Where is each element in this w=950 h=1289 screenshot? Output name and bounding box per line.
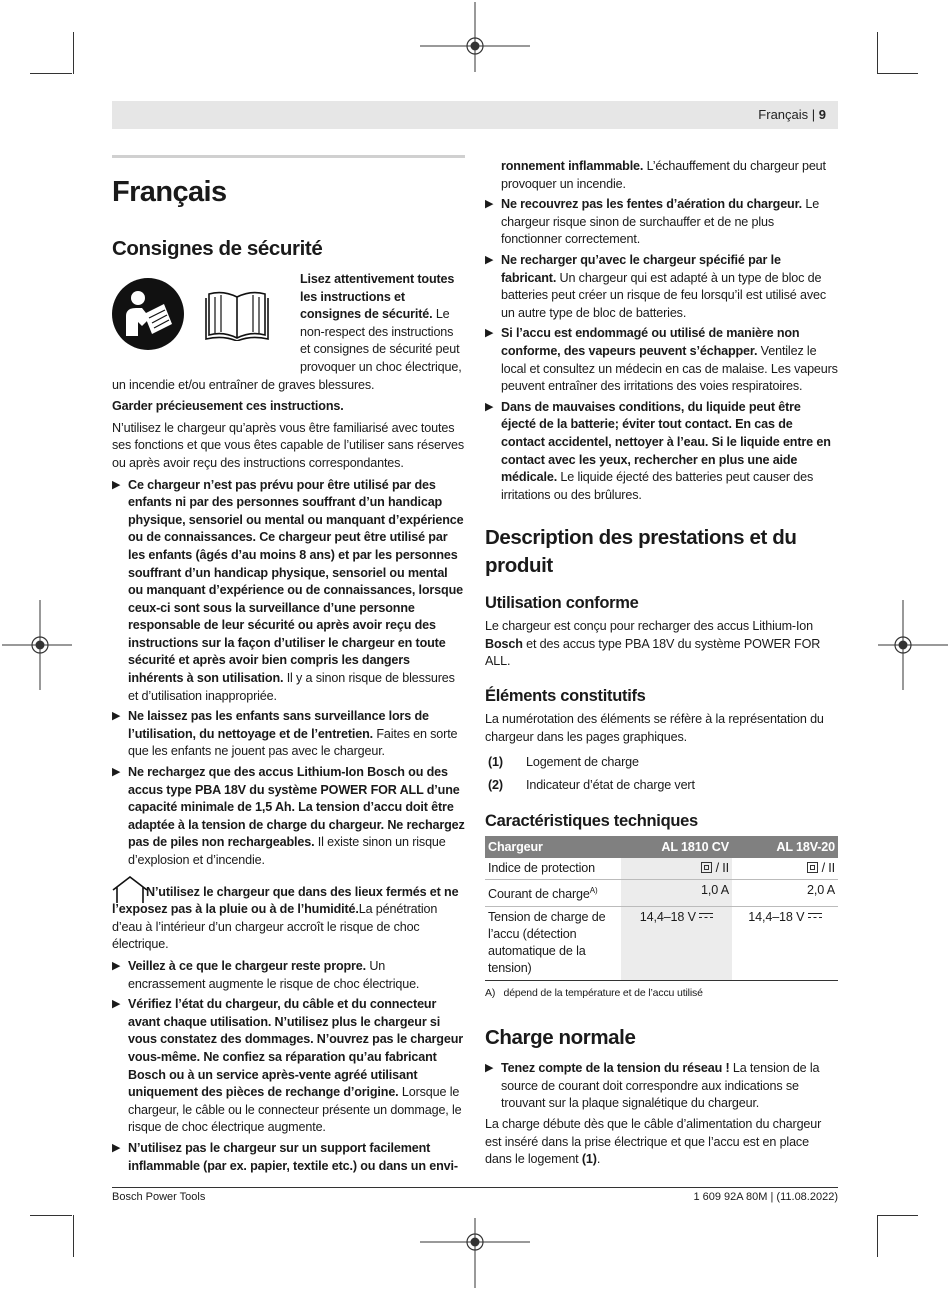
table-header: AL 1810 CV	[621, 836, 732, 858]
list-item: (1) Logement de charge	[488, 755, 639, 770]
list-item: ▶ Ne laissez pas les enfants sans surveillance lors de l’utilisation, du nettoyage et de l’entretien. Faites en sorte que les enfants ne jouent pas avec le chargeur.	[112, 709, 458, 759]
dc-current-icon	[699, 913, 713, 920]
components-list	[485, 754, 838, 794]
components-intro: La numérotation des éléments se réfère à la représentation du chargeur dans les pages graphiques.	[485, 712, 824, 744]
bullet-triangle-icon: ▶	[112, 766, 121, 779]
subheading-intended-use: Utilisation conforme	[485, 594, 639, 613]
table-row	[485, 880, 838, 906]
crop-mark	[30, 73, 72, 74]
table-cell: Tension de charge de l’accu (détection automatique de la tension)	[485, 906, 621, 980]
bullet-triangle-icon: ▶	[485, 400, 494, 413]
safety-manual-pictogram-icon	[112, 278, 184, 350]
bullet-triangle-icon: ▶	[485, 253, 494, 266]
list-item: ▶ Dans de mauvaises conditions, du liquide peut être éjecté de la batterie; éviter tout contact. En cas de contact accidentel, nettoyer à l’eau. Si le liquide entre en contact avec les yeux, rechercher en plus une aide médicale. Le liquide éjecté des batteries peut causer des irritations ou des brûlures.	[485, 399, 831, 502]
keep-instructions: Garder précieusement ces instructions.	[112, 399, 344, 414]
house-icon	[112, 876, 148, 904]
list-item: (2) Indicateur d’état de charge vert	[488, 777, 695, 792]
list-item: ▶ Ne recharger qu’avec le chargeur spécifié par le fabricant. Un chargeur qui est adapté à un type de bloc de batteries peut créer un risque de feu lorsqu’il est utilisé avec un autre type de bloc de batteries.	[485, 252, 827, 320]
registration-mark-icon	[878, 600, 948, 690]
open-book-icon	[205, 289, 269, 341]
list-item: ▶ Ce chargeur n’est pas prévu pour être utilisé par des enfants ni par des personnes souffrant d’un handicap physique, sensoriel ou mental ou manquant d’expérience ou de connaissances. Ce chargeur peut être utilisé par les enfants (âgés d’au moins 8 ans) et par les personnes souffrant d’un handicap physique, sensoriel ou mental ou manquant d’expérience ou de connaissances, lorsque ceux-ci sont sous la surveillance d’une personne responsable de leur sécurité ou après avoir reçu des instructions sur la façon d’utiliser le chargeur en toute sécurité et après avoir bien compris les dangers inhérents à son utilisation. Il y a sinon risque de blessures et d’utilisation inappropriée.	[112, 477, 464, 703]
registration-mark-icon	[2, 600, 72, 690]
right-column	[485, 158, 838, 1173]
footer-rule	[112, 1187, 838, 1188]
table-footnote: A) dépend de la température et de l’accu utilisé	[485, 986, 703, 999]
list-item: ▶ N’utilisez pas le chargeur sur un support facilement inflammable (par ex. papier, textile etc.) ou dans un envi-	[112, 1140, 458, 1173]
protection-class-icon	[807, 862, 818, 873]
page-number: 9	[818, 107, 826, 122]
list-item: ▶ Tenez compte de la tension du réseau ! La tension de la source de courant doit correspondre aux indications se trouvant sur la plaque signalétique du chargeur.	[485, 1061, 820, 1111]
crop-mark	[877, 32, 878, 74]
table-header-row	[485, 836, 838, 858]
bullet-triangle-icon: ▶	[112, 478, 121, 491]
bullet-triangle-icon: ▶	[112, 710, 121, 723]
specs-table	[485, 836, 838, 980]
crop-mark	[877, 1215, 878, 1257]
safety-intro: Lisez attentivement toutes les instructions et consignes de sécurité. Le non-respect des instructions et consignes de sécurité peut provoquer un choc électrique, un incendie et/ou entraîner de graves blessures.	[112, 272, 462, 392]
intended-use-text: Le chargeur est conçu pour recharger des accus Lithium-Ion Bosch et des accus type PBA 18V du système POWER FOR ALL.	[485, 619, 821, 669]
left-column	[112, 155, 465, 1178]
table-cell: / II	[732, 858, 838, 880]
safety-icons	[112, 271, 298, 361]
table-header: AL 18V-20	[732, 836, 838, 858]
charging-text: La charge débute dès que le câble d’alimentation du chargeur est inséré dans la prise électrique et que l’accu est en place dans le logement (1).	[485, 1117, 822, 1167]
registration-mark-icon	[420, 2, 530, 72]
dc-current-icon	[808, 913, 822, 920]
bullet-triangle-icon: ▶	[485, 327, 494, 340]
protection-class-icon	[701, 862, 712, 873]
bullet-triangle-icon: ▶	[112, 1141, 121, 1154]
section-heading-charging: Charge normale	[485, 1026, 636, 1050]
crop-mark	[878, 1215, 918, 1216]
list-item: ▶ Si l’accu est endommagé ou utilisé de manière non conforme, des vapeurs peuvent s’échapper. Ventilez le local et consultez un médecin en cas de malaise. Les vapeurs peuvent entraîner des irritations des voies respiratoires.	[485, 326, 838, 394]
header-language: Français	[758, 107, 809, 122]
table-header: Chargeur	[485, 836, 621, 858]
bullet-triangle-icon: ▶	[112, 998, 121, 1011]
table-cell: 1,0 A	[621, 880, 732, 906]
registration-mark-icon	[420, 1218, 530, 1288]
footer-brand: Bosch Power Tools	[112, 1191, 206, 1203]
table-cell: 14,4–18 V	[621, 906, 732, 980]
table-cell: / II	[621, 858, 732, 880]
column-rule	[112, 155, 465, 158]
list-item: ▶ Veillez à ce que le chargeur reste propre. Un encrassement augmente le risque de choc électrique.	[112, 958, 420, 991]
crop-mark	[878, 73, 918, 74]
page-title: Français	[112, 176, 227, 208]
table-cell: 2,0 A	[732, 880, 838, 906]
table-cell: 14,4–18 V	[732, 906, 838, 980]
crop-mark	[73, 1215, 74, 1257]
page-header	[112, 101, 838, 129]
indoor-use-warning: N’utilisez le chargeur que dans des lieux fermés et ne l’exposez pas à la pluie ou à de l’humidité.La pénétration d’eau à l’intérieur d’un chargeur accroît le risque de choc électrique.	[112, 884, 465, 954]
section-heading-safety: Consignes de sécurité	[112, 237, 323, 260]
list-item: ronnement inflammable. L’échauffement du chargeur peut provoquer un incendie.	[501, 159, 826, 191]
table-cell: Indice de protection	[485, 858, 621, 880]
section-heading-description: Description des prestations et du produit	[485, 526, 797, 578]
list-item: ▶ Ne recouvrez pas les fentes d’aération du chargeur. Le chargeur risque sinon de surchauffer et de ne plus fonctionner correctement.	[485, 197, 820, 247]
footer-doc-number: 1 609 92A 80M | (11.08.2022)	[693, 1191, 838, 1203]
subheading-specs: Caractéristiques techniques	[485, 812, 698, 831]
list-item: ▶ Ne rechargez que des accus Lithium-Ion Bosch ou des accus type PBA 18V du système POWER FOR ALL d’une capacité minimale de 1,5 Ah. La tension d’accu doit être adaptée à la tension de charge du chargeur. Ne rechargez pas de piles non rechargeables. Il existe sinon un risque d’explosion et d’incendie.	[112, 765, 465, 867]
bullet-triangle-icon: ▶	[112, 959, 121, 972]
crop-mark	[73, 32, 74, 74]
subheading-components: Éléments constitutifs	[485, 687, 646, 706]
safety-paragraph: N’utilisez le chargeur qu’après vous être familiarisé avec toutes ses fonctions et que vous êtes capable de l’utiliser sans réserves ou après avoir reçu des instructions correspondantes.	[112, 420, 465, 470]
bullet-triangle-icon: ▶	[485, 1062, 494, 1075]
table-row	[485, 906, 838, 980]
table-cell: Courant de charge$^{A)}$	[485, 880, 621, 906]
table-row	[485, 858, 838, 880]
list-item: ▶ Vérifiez l’état du chargeur, du câble et du connecteur avant chaque utilisation. N’utilisez plus le chargeur si vous constatez des dommages. N’ouvrez pas le chargeur vous-même. Ne confiez sa réparation qu’au fabricant Bosch ou à un service après-vente agréé utilisant uniquement des pièces de rechange d’origine. Lorsque le chargeur, le câble ou le connecteur présente un dommage, le risque de choc électrique augmente.	[112, 997, 463, 1135]
header-label: Français | 9	[758, 107, 826, 122]
crop-mark	[30, 1215, 72, 1216]
bullet-triangle-icon: ▶	[485, 198, 494, 211]
